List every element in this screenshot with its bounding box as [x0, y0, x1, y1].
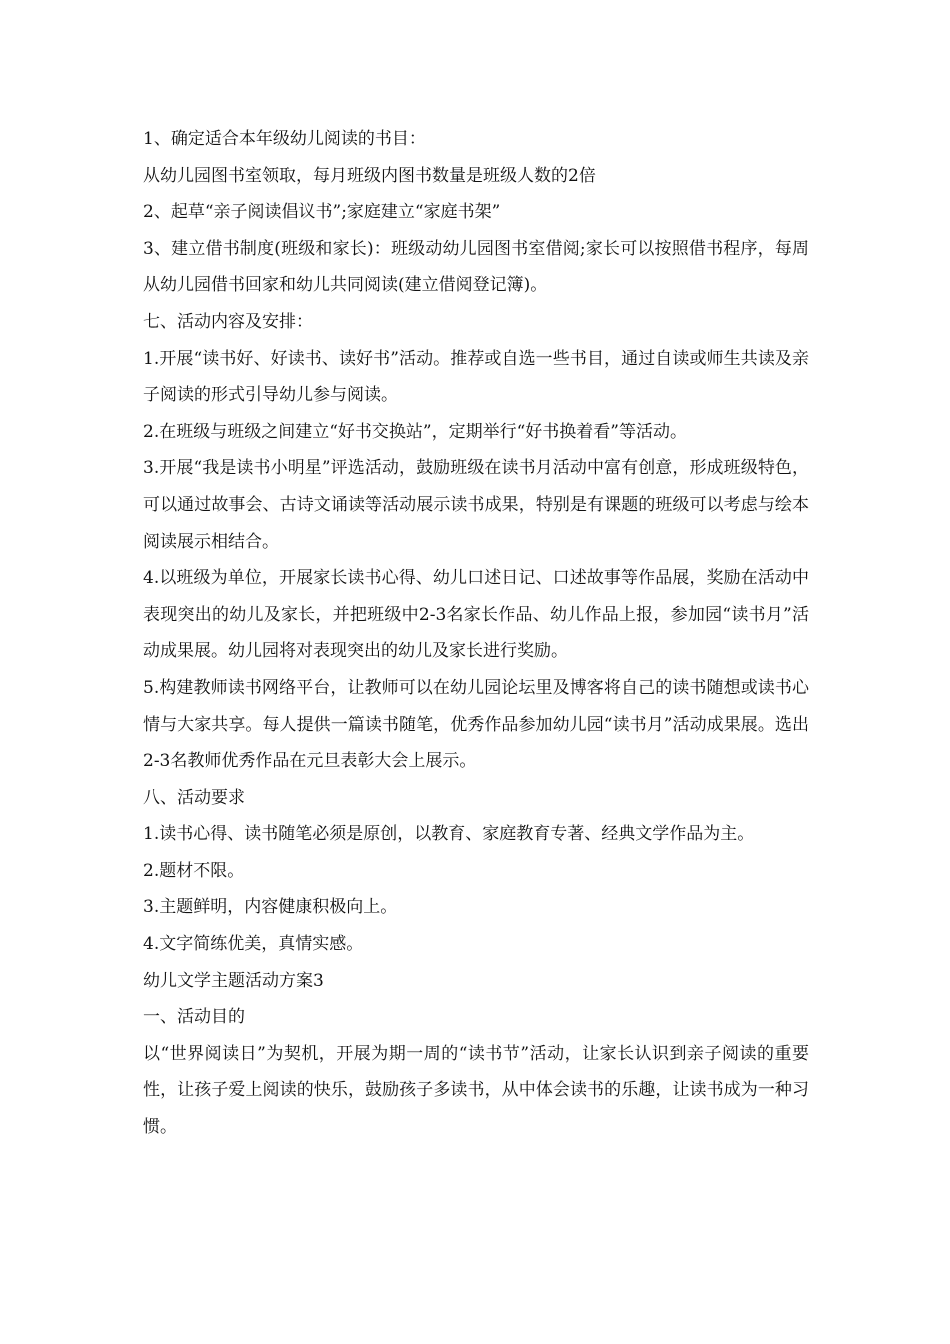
- document-body: [143, 121, 809, 1146]
- paragraph: 2.在班级与班级之间建立“好书交换站”，定期举行“好书换着看”等活动。: [143, 421, 687, 442]
- paragraph: 3.主题鲜明，内容健康积极向上。: [143, 897, 398, 918]
- section-heading: 七、活动内容及安排：: [143, 311, 313, 332]
- paragraph: 3、建立借书制度(班级和家长)：班级动幼儿园图书室借阅;家长可以按照借书程序，每周从幼儿园借书回家和幼儿共同阅读(建立借阅登记簿)。: [143, 238, 809, 296]
- section-heading: 八、活动要求: [143, 787, 245, 808]
- section-heading: 一、活动目的: [143, 1007, 245, 1028]
- paragraph: 3.开展“我是读书小明星”评选活动，鼓励班级在读书月活动中富有创意，形成班级特色，可以通过故事会、古诗文诵读等活动展示读书成果，特别是有课题的班级可以考虑与绘本阅读展示相结合。: [143, 458, 809, 552]
- paragraph: 4.以班级为单位，开展家长读书心得、幼儿口述日记、口述故事等作品展，奖励在活动中表现突出的幼儿及家长，并把班级中2-3名家长作品、幼儿作品上报，参加园“读书月”活动成果展。幼儿园将对表现突出的幼儿及家长进行奖励。: [143, 568, 809, 662]
- paragraph: 4.文字简练优美，真情实感。: [143, 934, 364, 955]
- paragraph: 2、起草“亲子阅读倡议书”;家庭建立“家庭书架”: [143, 202, 501, 223]
- paragraph: 1.读书心得、读书随笔必须是原创，以教育、家庭教育专著、经典文学作品为主。: [143, 824, 755, 845]
- paragraph: 1.开展“读书好、好读书、读好书”活动。推荐或自选一些书目，通过自读或师生共读及亲子阅读的形式引导幼儿参与阅读。: [143, 348, 809, 406]
- paragraph: 以“世界阅读日”为契机，开展为期一周的“读书节”活动，让家长认识到亲子阅读的重要性，让孩子爱上阅读的快乐，鼓励孩子多读书，从中体会读书的乐趣，让读书成为一种习惯。: [143, 1043, 809, 1138]
- document-title: 幼儿文学主题活动方案3: [143, 970, 324, 991]
- paragraph: 2.题材不限。: [143, 860, 245, 881]
- paragraph: 从幼儿园图书室领取，每月班级内图书数量是班级人数的2倍: [143, 165, 596, 186]
- paragraph: 5.构建教师读书网络平台，让教师可以在幼儿园论坛里及博客将自己的读书随想或读书心情与大家共享。每人提供一篇读书随笔，优秀作品参加幼儿园“读书月”活动成果展。选出2-3名教师优秀作品在元旦表彰大会上展示。: [143, 677, 809, 772]
- paragraph: 1、确定适合本年级幼儿阅读的书目：: [143, 129, 426, 149]
